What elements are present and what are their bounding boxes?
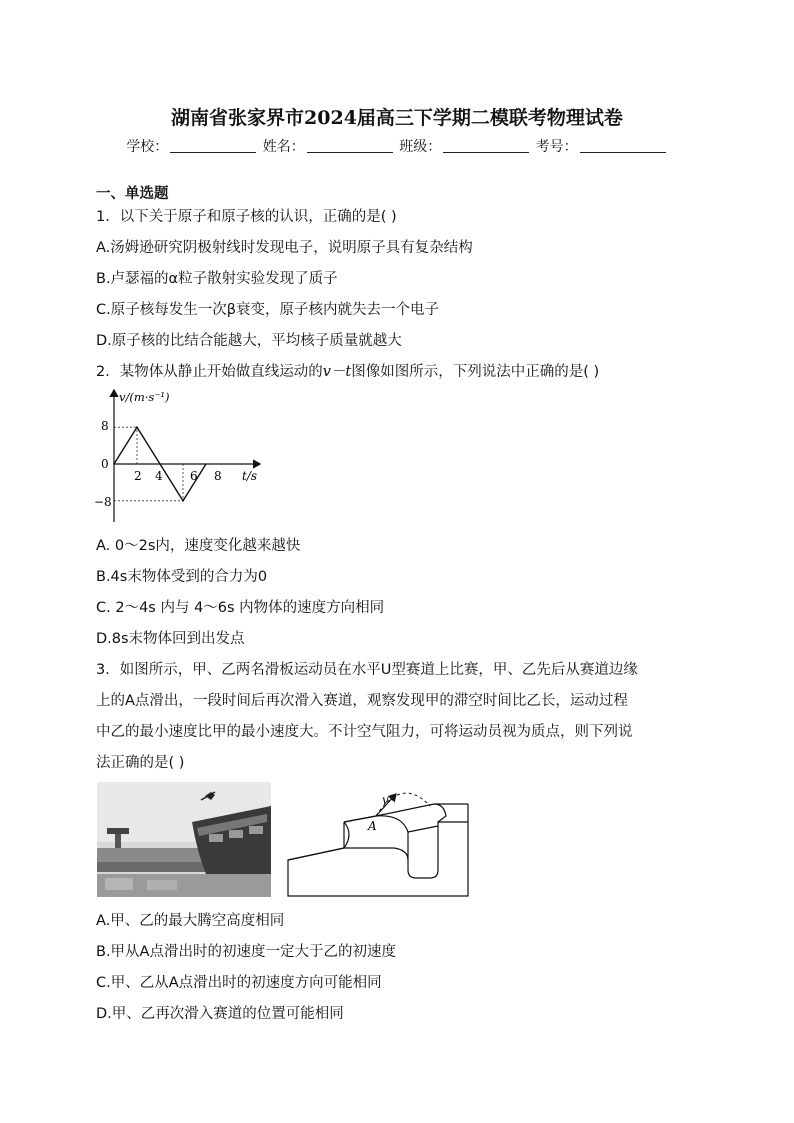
u-track-diagram [284,786,504,901]
q3-option-a: A.甲、乙的最大腾空高度相同 [96,913,285,929]
q3-stem-line3: 中乙的最小速度比甲的最小速度大。不计空气阻力，可将运动员视为质点，则下列说 [96,724,633,740]
q3-stem-line1: 3．如图所示，甲、乙两名滑板运动员在水平U型赛道上比赛，甲、乙先后从赛道边缘 [96,662,638,678]
name-label: 姓名： [262,139,305,155]
x-tick-2: 2 [134,469,142,483]
y-tick-top: 8 [101,419,109,433]
student-info-row [0,136,794,156]
q2-option-d: D.8s末物体回到出发点 [96,631,245,647]
point-a-label: A [368,819,377,833]
vt-point-2 [136,426,138,428]
q3-option-d: D.甲、乙再次滑入赛道的位置可能相同 [96,1006,344,1022]
exam-no-blank[interactable] [580,138,666,153]
vt-point-4 [159,463,161,465]
q2-option-a: A. 0～2s内，速度变化越来越快 [96,538,301,554]
skateboard-photo [97,782,271,897]
q1-option-d: D.原子核的比结合能越大，平均核子质量就越大 [96,333,402,349]
vt-point-0 [113,463,115,465]
q2-stem-var: v－t [322,364,352,380]
q3-stem-line4: 法正确的是( ) [96,755,185,771]
q2-stem-post: 图像如图所示，下列说法中正确的是( ) [351,364,600,380]
q1-option-c: C.原子核每发生一次β衰变，原子核内就失去一个电子 [96,302,439,318]
q3-stem-line2: 上的A点滑出，一段时间后再次滑入赛道，观察发现甲的滞空时间比乙长，运动过程 [96,693,628,709]
vt-graph [92,384,272,526]
q2-stem-pre: 2．某物体从静止开始做直线运动的 [96,364,323,380]
class-label: 班级： [399,139,442,155]
q1-option-a: A.汤姆逊研究阴极射线时发现电子，说明原子具有复杂结构 [96,240,473,256]
exam-no-label: 考号： [535,139,578,155]
vt-point-6 [182,500,184,502]
section-title: 一、单选题 [96,186,169,202]
x-axis-label: t/s [242,469,258,483]
page-title: 湖南省张家界市2024届高三下学期二模联考物理试卷 [171,107,623,129]
q2-option-c: C. 2～4s 内与 4～6s 内物体的速度方向相同 [96,600,385,616]
x-tick-6: 6 [190,469,198,483]
y-tick-bottom: −8 [94,495,112,509]
q3-option-c: C.甲、乙从A点滑出时的初速度方向可能相同 [96,975,382,991]
x-tick-4: 4 [155,469,163,483]
class-blank[interactable] [443,138,529,153]
y-axis-label: v/(m·s⁻¹) [119,390,170,404]
x-tick-8: 8 [214,469,222,483]
name-blank[interactable] [307,138,393,153]
q3-option-b: B.甲从A点滑出时的初速度一定大于乙的初速度 [96,944,396,960]
q2-stem [96,360,599,381]
vt-point-8 [205,463,207,465]
q1-stem: 1．以下关于原子和原子核的认识，正确的是( ) [96,209,397,225]
q2-option-b: B.4s末物体受到的合力为0 [96,569,268,585]
velocity-label: v [382,793,389,807]
school-blank[interactable] [170,138,256,153]
q1-option-b: B.卢瑟福的α粒子散射实验发现了质子 [96,271,338,287]
school-label: 学校： [126,139,169,155]
origin-label: 0 [101,457,109,471]
